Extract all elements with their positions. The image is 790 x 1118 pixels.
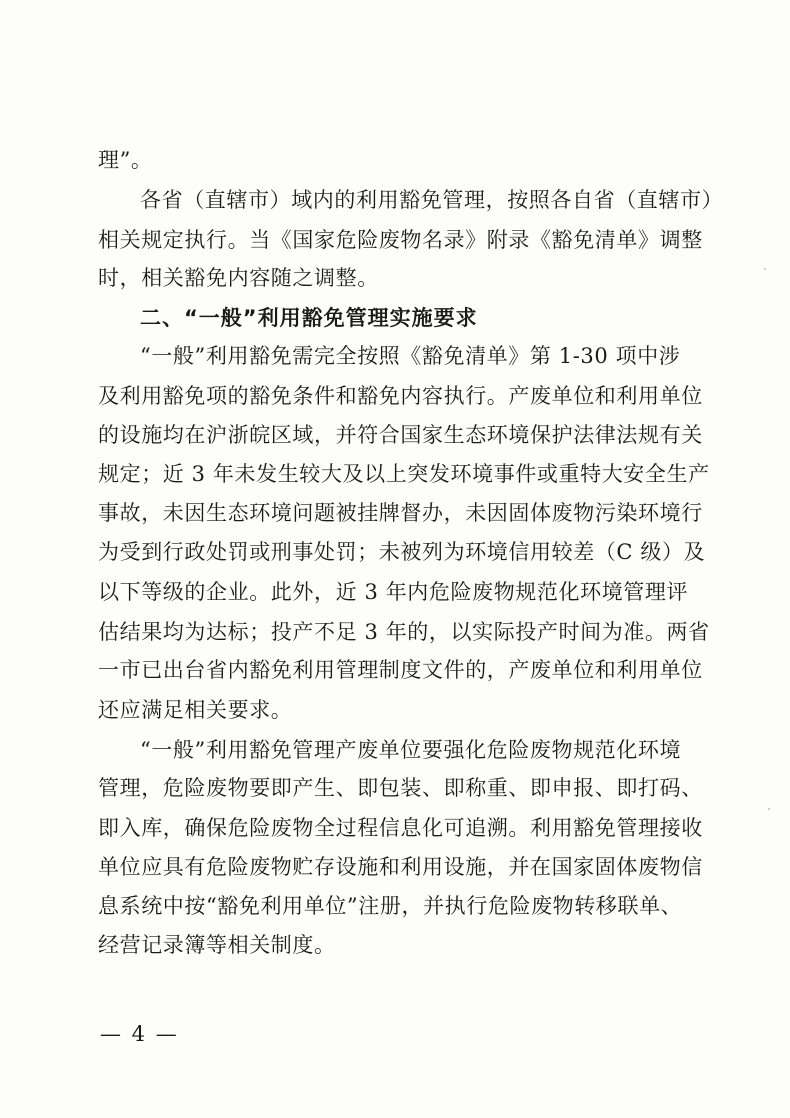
- paragraph-line: 为受到行政处罚或刑事处罚；未被列为环境信用较差（C 级）及: [98, 540, 706, 564]
- page-number: — 4 —: [100, 1022, 179, 1046]
- paragraph-line: 管理，危险废物要即产生、即包装、即称重、即申报、即打码、: [98, 776, 703, 800]
- paragraph-line: “一般”利用豁免管理产废单位要强化危险废物规范化环境: [140, 738, 682, 762]
- paragraph-line: 还应满足相关要求。: [98, 698, 293, 722]
- scan-speck: [764, 268, 766, 270]
- paragraph-line: 事故，未因生态环境问题被挂牌督办，未因固体废物污染环境行: [98, 501, 703, 525]
- paragraph-line: 时，相关豁免内容随之调整。: [98, 266, 379, 290]
- paragraph-line: 规定；近 3 年未发生较大及以上突发环境事件或重特大安全生产: [98, 462, 710, 486]
- paragraph-line: 一市已出台省内豁免利用管理制度文件的，产废单位和利用单位: [98, 658, 703, 682]
- scan-speck: [768, 808, 770, 810]
- paragraph-line: 单位应具有危险废物贮存设施和利用设施，并在国家固体废物信: [98, 855, 703, 879]
- paragraph-line: 及利用豁免项的豁免条件和豁免内容执行。产废单位和利用单位: [98, 384, 703, 408]
- paragraph-line: 估结果均为达标；投产不足 3 年的，以实际投产时间为准。两省: [98, 620, 710, 644]
- paragraph-line: 以下等级的企业。此外，近 3 年内危险废物规范化环境管理评: [98, 580, 689, 604]
- section-heading: 二、“一般”利用豁免管理实施要求: [140, 306, 478, 330]
- paragraph-line: “一般”利用豁免需完全按照《豁免清单》第 1-30 项中涉: [140, 344, 681, 368]
- paragraph-line: 经营记录簿等相关制度。: [98, 933, 336, 957]
- paragraph-line: 的设施均在沪浙皖区域，并符合国家生态环境保护法律法规有关: [98, 423, 703, 447]
- paragraph-line: 理”。: [98, 148, 153, 172]
- paragraph-line: 各省（直辖市）域内的利用豁免管理，按照各自省（直辖市）: [140, 188, 724, 212]
- paragraph-line: 相关规定执行。当《国家危险废物名录》附录《豁免清单》调整: [98, 228, 703, 252]
- paragraph-line: 即入库，确保危险废物全过程信息化可追溯。利用豁免管理接收: [98, 816, 703, 840]
- paragraph-line: 息系统中按“豁免利用单位”注册，并执行危险废物转移联单、: [98, 894, 683, 918]
